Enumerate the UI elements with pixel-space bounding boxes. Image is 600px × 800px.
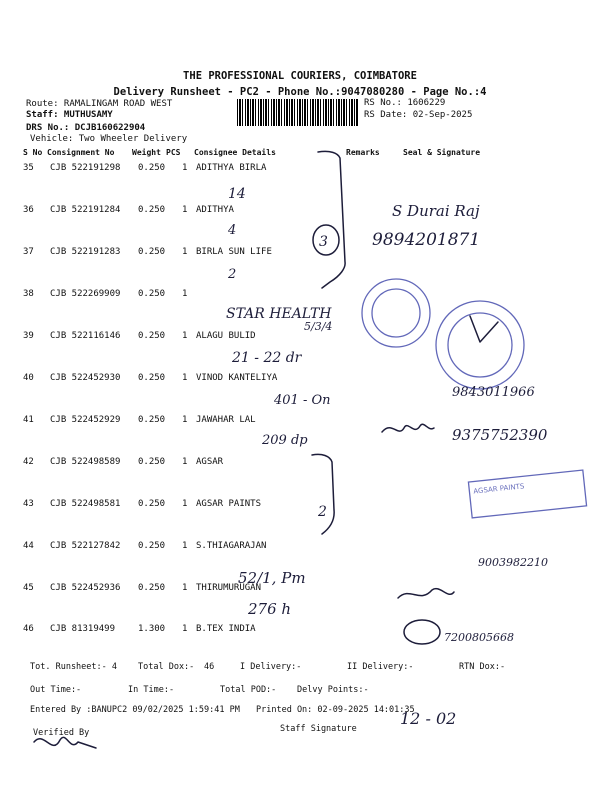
seal-stamp bbox=[448, 313, 512, 377]
row-pcs: 1 bbox=[182, 289, 188, 299]
in-time: In Time:- bbox=[128, 685, 175, 695]
row-sno: 38 bbox=[23, 289, 34, 299]
row-consignment: CJB 522191284 bbox=[50, 205, 121, 215]
col-sno: S No bbox=[23, 148, 43, 157]
i-delivery: I Delivery:- bbox=[240, 662, 302, 672]
row-sno: 41 bbox=[23, 415, 34, 425]
row-consignee: AGSAR PAINTS bbox=[196, 499, 262, 509]
row-pcs: 1 bbox=[182, 205, 188, 215]
vehicle-label: Vehicle: Two Wheeler Delivery bbox=[30, 134, 188, 144]
route-label: Route: RAMALINGAM ROAD WEST bbox=[26, 99, 173, 109]
rtn-dox: RTN Dox:- bbox=[459, 662, 506, 672]
row-consignment: CJB 522498581 bbox=[50, 499, 121, 509]
row-sno: 35 bbox=[23, 163, 34, 173]
hw-phone: 9843011966 bbox=[452, 385, 535, 400]
signature-scribble bbox=[34, 737, 96, 748]
row-weight: 0.250 bbox=[138, 331, 166, 341]
row-sno: 44 bbox=[23, 541, 34, 551]
row-sno: 37 bbox=[23, 247, 34, 257]
hw-note: 2 bbox=[318, 504, 327, 520]
hw-note: 52/1, Pm bbox=[238, 569, 306, 587]
row-consignment: CJB 522191283 bbox=[50, 247, 121, 257]
hw-phone: 7200805668 bbox=[444, 631, 514, 644]
row-pcs: 1 bbox=[182, 415, 188, 425]
row-consignment: CJB 522127842 bbox=[50, 541, 121, 551]
row-consignee: VINOD KANTELIYA bbox=[196, 373, 278, 383]
row-pcs: 1 bbox=[182, 624, 188, 634]
row-pcs: 1 bbox=[182, 373, 188, 383]
hw-note: 21 - 22 dr bbox=[232, 350, 302, 366]
out-time: Out Time:- bbox=[30, 685, 82, 695]
row-sno: 36 bbox=[23, 205, 34, 215]
total-dox-value: 46 bbox=[204, 662, 215, 672]
rect-stamp-text: AGSAR PAINTS bbox=[473, 482, 525, 496]
row-sno: 43 bbox=[23, 499, 34, 509]
tot-runsheet: Tot. Runsheet:- 4 bbox=[30, 662, 117, 672]
row-weight: 0.250 bbox=[138, 583, 166, 593]
row-consignee: BIRLA SUN LIFE bbox=[196, 247, 272, 257]
hw-note: 14 bbox=[228, 186, 246, 202]
bracket-mark bbox=[312, 454, 334, 534]
runsheet-title: Delivery Runsheet - PC2 - Phone No.:9047080280 - Page No.:4 bbox=[113, 86, 487, 98]
seal-stamp bbox=[372, 289, 420, 337]
row-sno: 40 bbox=[23, 373, 34, 383]
ii-delivery: II Delivery:- bbox=[347, 662, 414, 672]
drs-no-label: DRS No.: DCJB160622904 bbox=[26, 123, 146, 133]
row-weight: 1.300 bbox=[138, 624, 166, 634]
hw-phone: 9375752390 bbox=[452, 426, 548, 444]
row-consignment: CJB 522452930 bbox=[50, 373, 121, 383]
row-sno: 39 bbox=[23, 331, 34, 341]
row-consignment: CJB 522269909 bbox=[50, 289, 121, 299]
row-weight: 0.250 bbox=[138, 541, 166, 551]
row-consignee: JAWAHAR LAL bbox=[196, 415, 256, 425]
row-weight: 0.250 bbox=[138, 373, 166, 383]
entered-by: Entered By :BANUPC2 09/02/2025 1:59:41 PM bbox=[30, 705, 240, 715]
row-pcs: 1 bbox=[182, 457, 188, 467]
hw-note: 276 h bbox=[248, 600, 292, 618]
total-pod: Total POD:- bbox=[220, 685, 277, 695]
row-consignment: CJB 522191298 bbox=[50, 163, 121, 173]
staff-label: Staff: MUTHUSAMY bbox=[26, 110, 113, 120]
printed-on: Printed On: 02-09-2025 14:01:35 bbox=[256, 705, 415, 715]
rs-no-label: RS No.: 1606229 bbox=[364, 98, 446, 108]
company-title: THE PROFESSIONAL COURIERS, COIMBATORE bbox=[183, 70, 417, 82]
hw-note: 4 bbox=[228, 223, 237, 238]
row-consignment: CJB 522452929 bbox=[50, 415, 121, 425]
hw-note: 5/3/4 bbox=[304, 320, 333, 333]
hw-note: STAR HEALTH bbox=[226, 306, 332, 322]
hw-phone: 9003982210 bbox=[478, 556, 548, 569]
row-consignee: THIRUMURUGAN bbox=[196, 583, 262, 593]
signature-scribble bbox=[382, 424, 434, 432]
hw-note: 401 - On bbox=[274, 393, 331, 408]
col-consignee: Consignee Details bbox=[194, 148, 276, 157]
row-weight: 0.250 bbox=[138, 499, 166, 509]
signature-scribble bbox=[404, 620, 440, 644]
row-consignment: CJB 522498589 bbox=[50, 457, 121, 467]
col-seal-signature: Seal & Signature bbox=[403, 148, 481, 157]
delvy-points: Delvy Points:- bbox=[297, 685, 369, 695]
tick-mark bbox=[470, 316, 498, 342]
row-consignee: ADITHYA BIRLA bbox=[196, 163, 267, 173]
row-consignee: B.TEX INDIA bbox=[196, 624, 256, 634]
row-consignee: ALAGU BULID bbox=[196, 331, 256, 341]
col-pcs: PCS bbox=[166, 148, 181, 157]
row-sno: 46 bbox=[23, 624, 34, 634]
hw-phone: 9894201871 bbox=[372, 230, 481, 250]
row-consignee: ADITHYA bbox=[196, 205, 234, 215]
verified-by: Verified By bbox=[33, 728, 90, 738]
bracket-mark bbox=[318, 151, 345, 288]
row-weight: 0.250 bbox=[138, 247, 166, 257]
col-remarks: Remarks bbox=[346, 148, 380, 157]
row-pcs: 1 bbox=[182, 247, 188, 257]
hw-note: 3 bbox=[319, 234, 328, 250]
row-weight: 0.250 bbox=[138, 163, 166, 173]
row-weight: 0.250 bbox=[138, 415, 166, 425]
seal-stamp bbox=[436, 301, 524, 389]
row-sno: 45 bbox=[23, 583, 34, 593]
hw-note: 12 - 02 bbox=[400, 709, 457, 728]
col-weight: Weight bbox=[132, 148, 161, 157]
row-consignee: S.THIAGARAJAN bbox=[196, 541, 267, 551]
row-pcs: 1 bbox=[182, 331, 188, 341]
row-consignment: CJB 81319499 bbox=[50, 624, 116, 634]
row-consignment: CJB 522452936 bbox=[50, 583, 121, 593]
signature-scribble bbox=[398, 589, 454, 598]
row-pcs: 1 bbox=[182, 541, 188, 551]
row-pcs: 1 bbox=[182, 499, 188, 509]
row-weight: 0.250 bbox=[138, 457, 166, 467]
hw-note: 2 bbox=[228, 267, 237, 282]
row-pcs: 1 bbox=[182, 583, 188, 593]
hw-note: 209 dp bbox=[262, 433, 308, 448]
row-consignee: AGSAR bbox=[196, 457, 224, 467]
rs-date-label: RS Date: 02-Sep-2025 bbox=[364, 110, 473, 120]
row-weight: 0.250 bbox=[138, 289, 166, 299]
row-consignment: CJB 522116146 bbox=[50, 331, 121, 341]
staff-signature-label: Staff Signature bbox=[280, 724, 357, 734]
row-weight: 0.250 bbox=[138, 205, 166, 215]
col-consignment: Consignment No bbox=[47, 148, 115, 157]
total-dox-label: Total Dox:- bbox=[138, 662, 195, 672]
hw-signature: S Durai Raj bbox=[392, 202, 480, 220]
row-sno: 42 bbox=[23, 457, 34, 467]
row-pcs: 1 bbox=[182, 163, 188, 173]
